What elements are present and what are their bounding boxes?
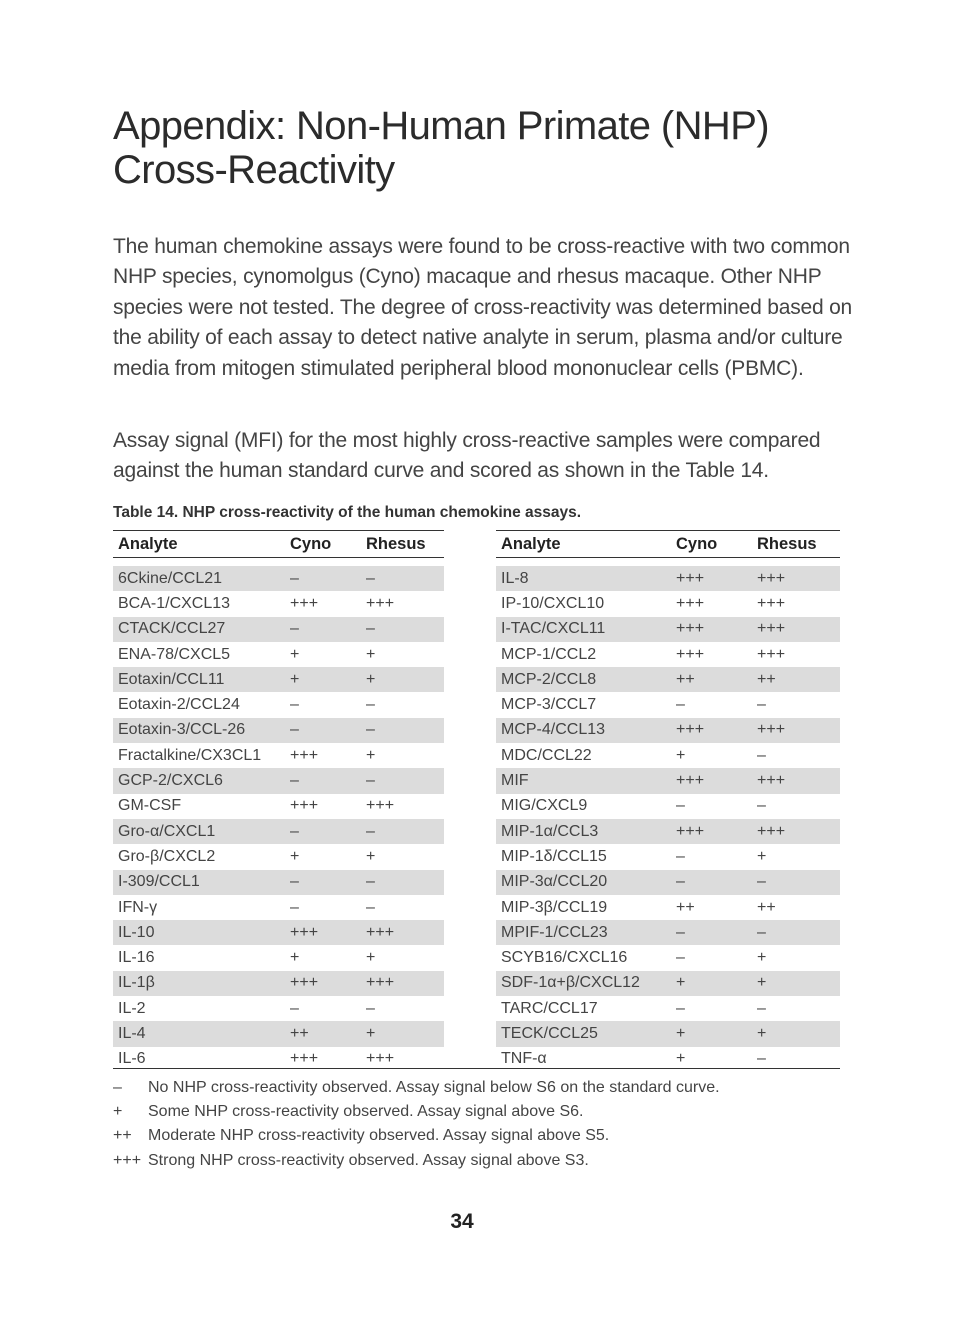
legend-symbol: –: [113, 1079, 122, 1097]
method-paragraph: Assay signal (MFI) for the most highly cross-reactive samples were compared against the human standard curve and scored as shown in the Table 14.: [113, 429, 821, 483]
cyno-cell: ++: [285, 1021, 361, 1046]
analyte-cell: SCYB16/CXCL16: [496, 945, 671, 970]
analyte-cell: Eotaxin-3/CCL-26: [113, 718, 285, 743]
analyte-cell: TECK/CCL25: [496, 1021, 671, 1046]
cyno-cell: –: [285, 870, 361, 895]
analyte-cell: IP-10/CXCL10: [496, 591, 671, 616]
rhesus-cell: –: [361, 895, 444, 920]
rhesus-cell: +: [361, 844, 444, 869]
cross-reactivity-table-left: [113, 530, 444, 1072]
rhesus-cell: +: [752, 1021, 840, 1046]
analyte-cell: CTACK/CCL27: [113, 617, 285, 642]
table-row: [113, 768, 444, 793]
analyte-cell: MIP-1α/CCL3: [496, 819, 671, 844]
table-row: [496, 591, 840, 616]
cyno-cell: +++: [285, 794, 361, 819]
rhesus-cell: +++: [361, 591, 444, 616]
title-line-1: Appendix: Non-Human Primate (NHP): [113, 104, 770, 148]
table-row: [496, 996, 840, 1021]
cyno-cell: +: [671, 1047, 752, 1072]
rhesus-cell: –: [752, 870, 840, 895]
rhesus-cell: +++: [752, 718, 840, 743]
cyno-cell: +++: [285, 920, 361, 945]
cyno-cell: –: [285, 895, 361, 920]
cyno-cell: –: [285, 819, 361, 844]
rhesus-cell: ++: [752, 667, 840, 692]
analyte-cell: GCP-2/CXCL6: [113, 768, 285, 793]
rhesus-cell: –: [752, 794, 840, 819]
header-spacer: [113, 558, 444, 567]
cyno-cell: ++: [671, 895, 752, 920]
cross-reactivity-table-right: [496, 530, 840, 1072]
cyno-cell: –: [671, 996, 752, 1021]
header-rhesus: Rhesus: [752, 531, 840, 558]
table-row: [496, 895, 840, 920]
rhesus-cell: +: [361, 743, 444, 768]
table-row: [113, 1021, 444, 1046]
analyte-cell: Gro-α/CXCL1: [113, 819, 285, 844]
analyte-cell: MIF: [496, 768, 671, 793]
analyte-cell: IL-6: [113, 1047, 285, 1072]
header-analyte: Analyte: [496, 531, 671, 558]
cyno-cell: –: [671, 870, 752, 895]
legend-item: [113, 1076, 853, 1100]
rhesus-cell: –: [361, 996, 444, 1021]
table-row: [113, 971, 444, 996]
table-row: [113, 794, 444, 819]
header-rhesus: Rhesus: [361, 531, 444, 558]
table-row: [113, 895, 444, 920]
table-row: [496, 642, 840, 667]
table-row: [496, 971, 840, 996]
rhesus-cell: +: [752, 945, 840, 970]
rhesus-cell: +++: [361, 1047, 444, 1072]
rhesus-cell: +++: [752, 819, 840, 844]
rhesus-cell: –: [361, 692, 444, 717]
analyte-cell: IL-10: [113, 920, 285, 945]
analyte-cell: IL-2: [113, 996, 285, 1021]
cyno-cell: –: [285, 718, 361, 743]
analyte-cell: Eotaxin-2/CCL24: [113, 692, 285, 717]
table-row: [113, 692, 444, 717]
table-row: [496, 844, 840, 869]
cyno-cell: –: [285, 768, 361, 793]
cyno-cell: +++: [671, 591, 752, 616]
cyno-cell: ++: [671, 667, 752, 692]
rhesus-cell: –: [752, 743, 840, 768]
cyno-cell: +++: [671, 642, 752, 667]
analyte-cell: MCP-3/CCL7: [496, 692, 671, 717]
cyno-cell: +++: [671, 718, 752, 743]
cyno-cell: +: [285, 945, 361, 970]
analyte-cell: I-TAC/CXCL11: [496, 617, 671, 642]
rhesus-cell: –: [752, 1047, 840, 1072]
cyno-cell: +: [671, 971, 752, 996]
table-row: [496, 617, 840, 642]
analyte-cell: IFN-γ: [113, 895, 285, 920]
rhesus-cell: –: [752, 920, 840, 945]
table-row: [496, 819, 840, 844]
legend-text: No NHP cross-reactivity observed. Assay signal below S6 on the standard curve.: [148, 1079, 720, 1097]
header-cyno: Cyno: [671, 531, 752, 558]
table-row: [113, 642, 444, 667]
analyte-cell: GM-CSF: [113, 794, 285, 819]
page-title: [113, 104, 873, 192]
cyno-cell: –: [285, 566, 361, 591]
analyte-cell: IL-1β: [113, 971, 285, 996]
table-row: [496, 718, 840, 743]
cyno-cell: +++: [285, 971, 361, 996]
analyte-cell: MCP-1/CCL2: [496, 642, 671, 667]
table-row: [496, 768, 840, 793]
analyte-cell: BCA-1/CXCL13: [113, 591, 285, 616]
rhesus-cell: ++: [752, 895, 840, 920]
table-row: [113, 920, 444, 945]
rhesus-cell: –: [361, 718, 444, 743]
cyno-cell: –: [671, 920, 752, 945]
cyno-cell: +: [285, 667, 361, 692]
analyte-cell: MCP-4/CCL13: [496, 718, 671, 743]
table-row: [113, 819, 444, 844]
cyno-cell: –: [671, 692, 752, 717]
rhesus-cell: +: [361, 667, 444, 692]
analyte-cell: ENA-78/CXCL5: [113, 642, 285, 667]
legend-text: Moderate NHP cross-reactivity observed. Assay signal above S5.: [148, 1127, 610, 1145]
page-number: 34: [450, 1210, 474, 1233]
analyte-cell: MIP-3α/CCL20: [496, 870, 671, 895]
analyte-cell: MIP-3β/CCL19: [496, 895, 671, 920]
analyte-cell: TNF-α: [496, 1047, 671, 1072]
header-spacer: [496, 558, 840, 567]
legend-text: Some NHP cross-reactivity observed. Assay signal above S6.: [148, 1103, 584, 1121]
rhesus-cell: +: [752, 844, 840, 869]
rhesus-cell: –: [361, 768, 444, 793]
rhesus-cell: –: [361, 566, 444, 591]
rhesus-cell: +++: [752, 591, 840, 616]
table-row: [113, 591, 444, 616]
rhesus-cell: +++: [752, 617, 840, 642]
legend-symbol: +++: [113, 1151, 142, 1169]
rhesus-cell: +++: [361, 971, 444, 996]
table-bottom-rule: [113, 1068, 840, 1069]
table-row: [496, 1021, 840, 1046]
intro-paragraph: The human chemokine assays were found to be cross-reactive with two common NHP species, cynomolgus (Cyno) macaque and rhesus macaque. Other NHP species were not tested. The degree of cross-reactivity was determined based on the ability of each assay to detect native analyte in serum, plasma and/or culture media from mitogen stimulated peripheral blood mononuclear cells (PBMC).: [113, 235, 853, 380]
rhesus-cell: +: [361, 1021, 444, 1046]
cyno-cell: +++: [285, 591, 361, 616]
rhesus-cell: +++: [752, 566, 840, 591]
table-row: [113, 996, 444, 1021]
cyno-cell: –: [671, 945, 752, 970]
analyte-cell: IL-4: [113, 1021, 285, 1046]
cyno-cell: +: [671, 1021, 752, 1046]
cyno-cell: +++: [671, 617, 752, 642]
rhesus-cell: –: [361, 870, 444, 895]
rhesus-cell: +: [361, 642, 444, 667]
table-row: [496, 794, 840, 819]
table-row: [496, 920, 840, 945]
analyte-cell: Eotaxin/CCL11: [113, 667, 285, 692]
cyno-cell: +: [285, 844, 361, 869]
analyte-cell: IL-16: [113, 945, 285, 970]
analyte-cell: TARC/CCL17: [496, 996, 671, 1021]
cyno-cell: +++: [285, 743, 361, 768]
cyno-cell: –: [285, 996, 361, 1021]
cyno-cell: +++: [285, 1047, 361, 1072]
cyno-cell: +++: [671, 768, 752, 793]
table-row: [496, 566, 840, 591]
table-row: [496, 870, 840, 895]
legend-symbol: ++: [113, 1127, 132, 1145]
header-cyno: Cyno: [285, 531, 361, 558]
rhesus-cell: +: [752, 971, 840, 996]
analyte-cell: 6Ckine/CCL21: [113, 566, 285, 591]
cyno-cell: –: [671, 844, 752, 869]
table-row: [113, 945, 444, 970]
analyte-cell: Gro-β/CXCL2: [113, 844, 285, 869]
legend-symbol: +: [113, 1103, 123, 1121]
cyno-cell: +: [671, 743, 752, 768]
cyno-cell: –: [285, 617, 361, 642]
analyte-cell: MPIF-1/CCL23: [496, 920, 671, 945]
table-caption: Table 14. NHP cross-reactivity of the human chemokine assays.: [113, 504, 582, 521]
rhesus-cell: +++: [361, 794, 444, 819]
rhesus-cell: –: [752, 996, 840, 1021]
rhesus-cell: +++: [752, 768, 840, 793]
cyno-cell: +++: [671, 566, 752, 591]
rhesus-cell: +++: [752, 642, 840, 667]
cyno-cell: –: [285, 692, 361, 717]
cyno-cell: +++: [671, 819, 752, 844]
analyte-cell: IL-8: [496, 566, 671, 591]
table-row: [113, 718, 444, 743]
analyte-cell: SDF-1α+β/CXCL12: [496, 971, 671, 996]
analyte-cell: I-309/CCL1: [113, 870, 285, 895]
legend: [113, 1076, 853, 1173]
analyte-cell: MCP-2/CCL8: [496, 667, 671, 692]
table-row: [113, 844, 444, 869]
table-row: [113, 667, 444, 692]
analyte-cell: MIG/CXCL9: [496, 794, 671, 819]
analyte-cell: Fractalkine/CX3CL1: [113, 743, 285, 768]
cyno-cell: +: [285, 642, 361, 667]
table-row: [496, 667, 840, 692]
title-line-2: Cross-Reactivity: [113, 148, 395, 192]
rhesus-cell: +: [361, 945, 444, 970]
rhesus-cell: +++: [361, 920, 444, 945]
table-row: [113, 743, 444, 768]
table-row: [496, 743, 840, 768]
rhesus-cell: –: [361, 819, 444, 844]
legend-item: [113, 1149, 853, 1173]
table-row: [113, 617, 444, 642]
rhesus-cell: –: [361, 617, 444, 642]
rhesus-cell: –: [752, 692, 840, 717]
table-row: [496, 692, 840, 717]
cyno-cell: –: [671, 794, 752, 819]
analyte-cell: MIP-1δ/CCL15: [496, 844, 671, 869]
header-analyte: Analyte: [113, 531, 285, 558]
legend-text: Strong NHP cross-reactivity observed. Assay signal above S3.: [148, 1151, 589, 1169]
table-row: [113, 870, 444, 895]
table-row: [113, 566, 444, 591]
analyte-cell: MDC/CCL22: [496, 743, 671, 768]
legend-item: [113, 1100, 853, 1124]
table-row: [496, 945, 840, 970]
legend-item: [113, 1124, 853, 1148]
